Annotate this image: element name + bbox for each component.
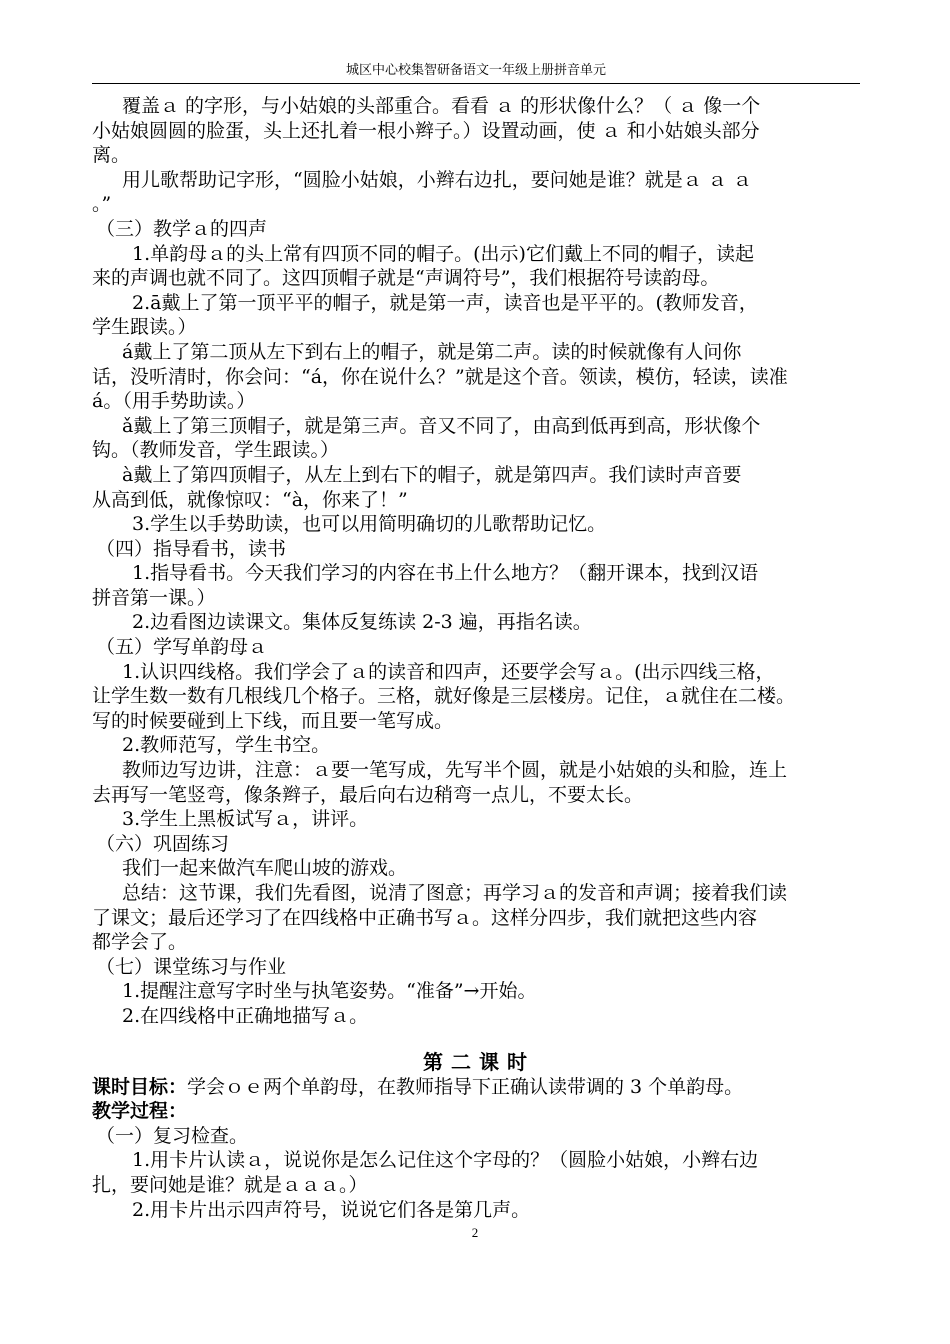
text-line: （六）巩固练习 (96, 832, 230, 855)
text-line: 都学会了。 (92, 931, 188, 954)
text-line: 用儿歌帮助记字形，“圆脸小姑娘，小辫右边扎，要问她是谁？就是ａ ａ ａ (122, 168, 752, 191)
text-line: 3.学生以手势助读，也可以用简明确切的儿歌帮助记忆。 (132, 513, 607, 536)
page-number: 2 (471, 1225, 479, 1240)
lesson2-goal (92, 1075, 866, 1100)
text-line: 3.学生上黑板试写ａ，讲评。 (122, 808, 369, 831)
process-label: 教学过程： (92, 1100, 188, 1123)
text-line: 2.在四线格中正确地描写ａ。 (122, 1004, 369, 1027)
text-line: 去再写一笔竖弯，像条辫子，最后向右边稍弯一点儿，不要太长。 (92, 783, 644, 806)
text-line: 让学生数一数有几根线几个格子。三格，就好像是三层楼房。记住，ａ就住在二楼。 (92, 685, 796, 708)
text-line: 1.单韵母ａ的头上常有四顶不同的帽子。(出示)它们戴上不同的帽子，读起 (132, 242, 754, 265)
text-line: 离。 (92, 144, 131, 167)
text-line: 覆盖ａ 的字形，与小姑娘的头部重合。看看 ａ 的形状像什么？（ ａ 像一个 (122, 95, 761, 117)
lesson2-section (92, 1124, 866, 1222)
text-line: 1.认识四线格。我们学会了ａ的读音和四声，还要学会写ａ。(出示四线三格， (122, 660, 775, 683)
text-line: à戴上了第四顶帽子，从左上到右下的帽子，就是第四声。我们读时声音要 (122, 463, 742, 486)
text-line: （七）课堂练习与作业 (96, 955, 287, 978)
text-line: 来的声调也就不同了。这四顶帽子就是“声调符号”，我们根据符号读韵母。 (92, 267, 720, 290)
text-line: á戴上了第二顶从左下到右上的帽子，就是第二声。读的时候就像有人问你 (122, 340, 742, 363)
document-body (92, 94, 866, 1222)
text-line: 1.用卡片认读ａ，说说你是怎么记住这个字母的？（圆脸小姑娘，小辫右边 (132, 1149, 759, 1172)
text-line: 扎，要问她是谁？就是ａａａ。） (92, 1173, 368, 1196)
text-line: 2.用卡片出示四声符号，说说它们各是第几声。 (132, 1198, 531, 1221)
text-line: 1.提醒注意写字时坐与执笔姿势。“准备”→开始。 (122, 980, 537, 1003)
lesson2-title: 第二课时 (423, 1049, 535, 1074)
text-line: 2.ā戴上了第一顶平平的帽子，就是第一声，读音也是平平的。(教师发音， (132, 291, 758, 314)
text-line: 话，没听清时，你会问：“á，你在说什么？”就是这个音。领读，模仿，轻读，读准 (92, 365, 788, 388)
text-line: ǎ戴上了第三顶帽子，就是第三声。音又不同了，由高到低再到高，形状像个 (122, 414, 761, 437)
text-line: á。（用手势助读。） (92, 390, 256, 413)
goal-text: 学会ｏｅ两个单韵母，在教师指导下正确认读带调的 3 个单韵母。 (187, 1075, 744, 1098)
header-rule (92, 83, 860, 84)
text-line: 小姑娘圆圆的脸蛋，头上还扎着一根小辫子。）设置动画，使 ａ 和小姑娘头部分 (92, 119, 760, 142)
goal-label: 课时目标： (92, 1075, 188, 1098)
text-line: 拼音第一课。） (92, 586, 216, 609)
text-line: （四）指导看书，读书 (96, 537, 287, 560)
text-line: 我们一起来做汽车爬山坡的游戏。 (122, 857, 408, 880)
text-line: 了课文；最后还学习了在四线格中正确书写ａ。这样分四步，我们就把这些内容 (92, 906, 758, 929)
text-line: 学生跟读。） (92, 316, 197, 339)
text-line: 1.指导看书。今天我们学习的内容在书上什么地方？（翻开课本，找到汉语 (132, 562, 759, 585)
text-line: 2.教师范写，学生书空。 (122, 734, 331, 757)
text-line: 总结：这节课，我们先看图，说清了图意；再学习ａ的发音和声调；接着我们读 (122, 882, 788, 904)
text-line: 钩。（教师发音，学生跟读。） (92, 439, 340, 462)
text-line: 写的时候要碰到上下线，而且要一笔写成。 (92, 709, 454, 732)
text-line: 教师边写边讲，注意：ａ要一笔写成，先写半个圆，就是小姑娘的头和脸，连上 (122, 759, 788, 782)
lesson1-section (92, 94, 866, 1029)
text-line: 2.边看图边读课文。集体反复练读 2-3 遍，再指名读。 (132, 611, 592, 634)
text-line: 。” (92, 193, 112, 216)
text-line: 从高到低，就像惊叹：“à，你来了！” (92, 488, 408, 511)
text-line: （一）复习检查。 (96, 1124, 249, 1147)
text-line: （五）学写单韵母ａ (96, 636, 268, 659)
page-header: 城区中心校集智研备语文一年级上册拼音单元 (345, 63, 606, 78)
text-line: （三）教学ａ的四声 (96, 217, 268, 240)
